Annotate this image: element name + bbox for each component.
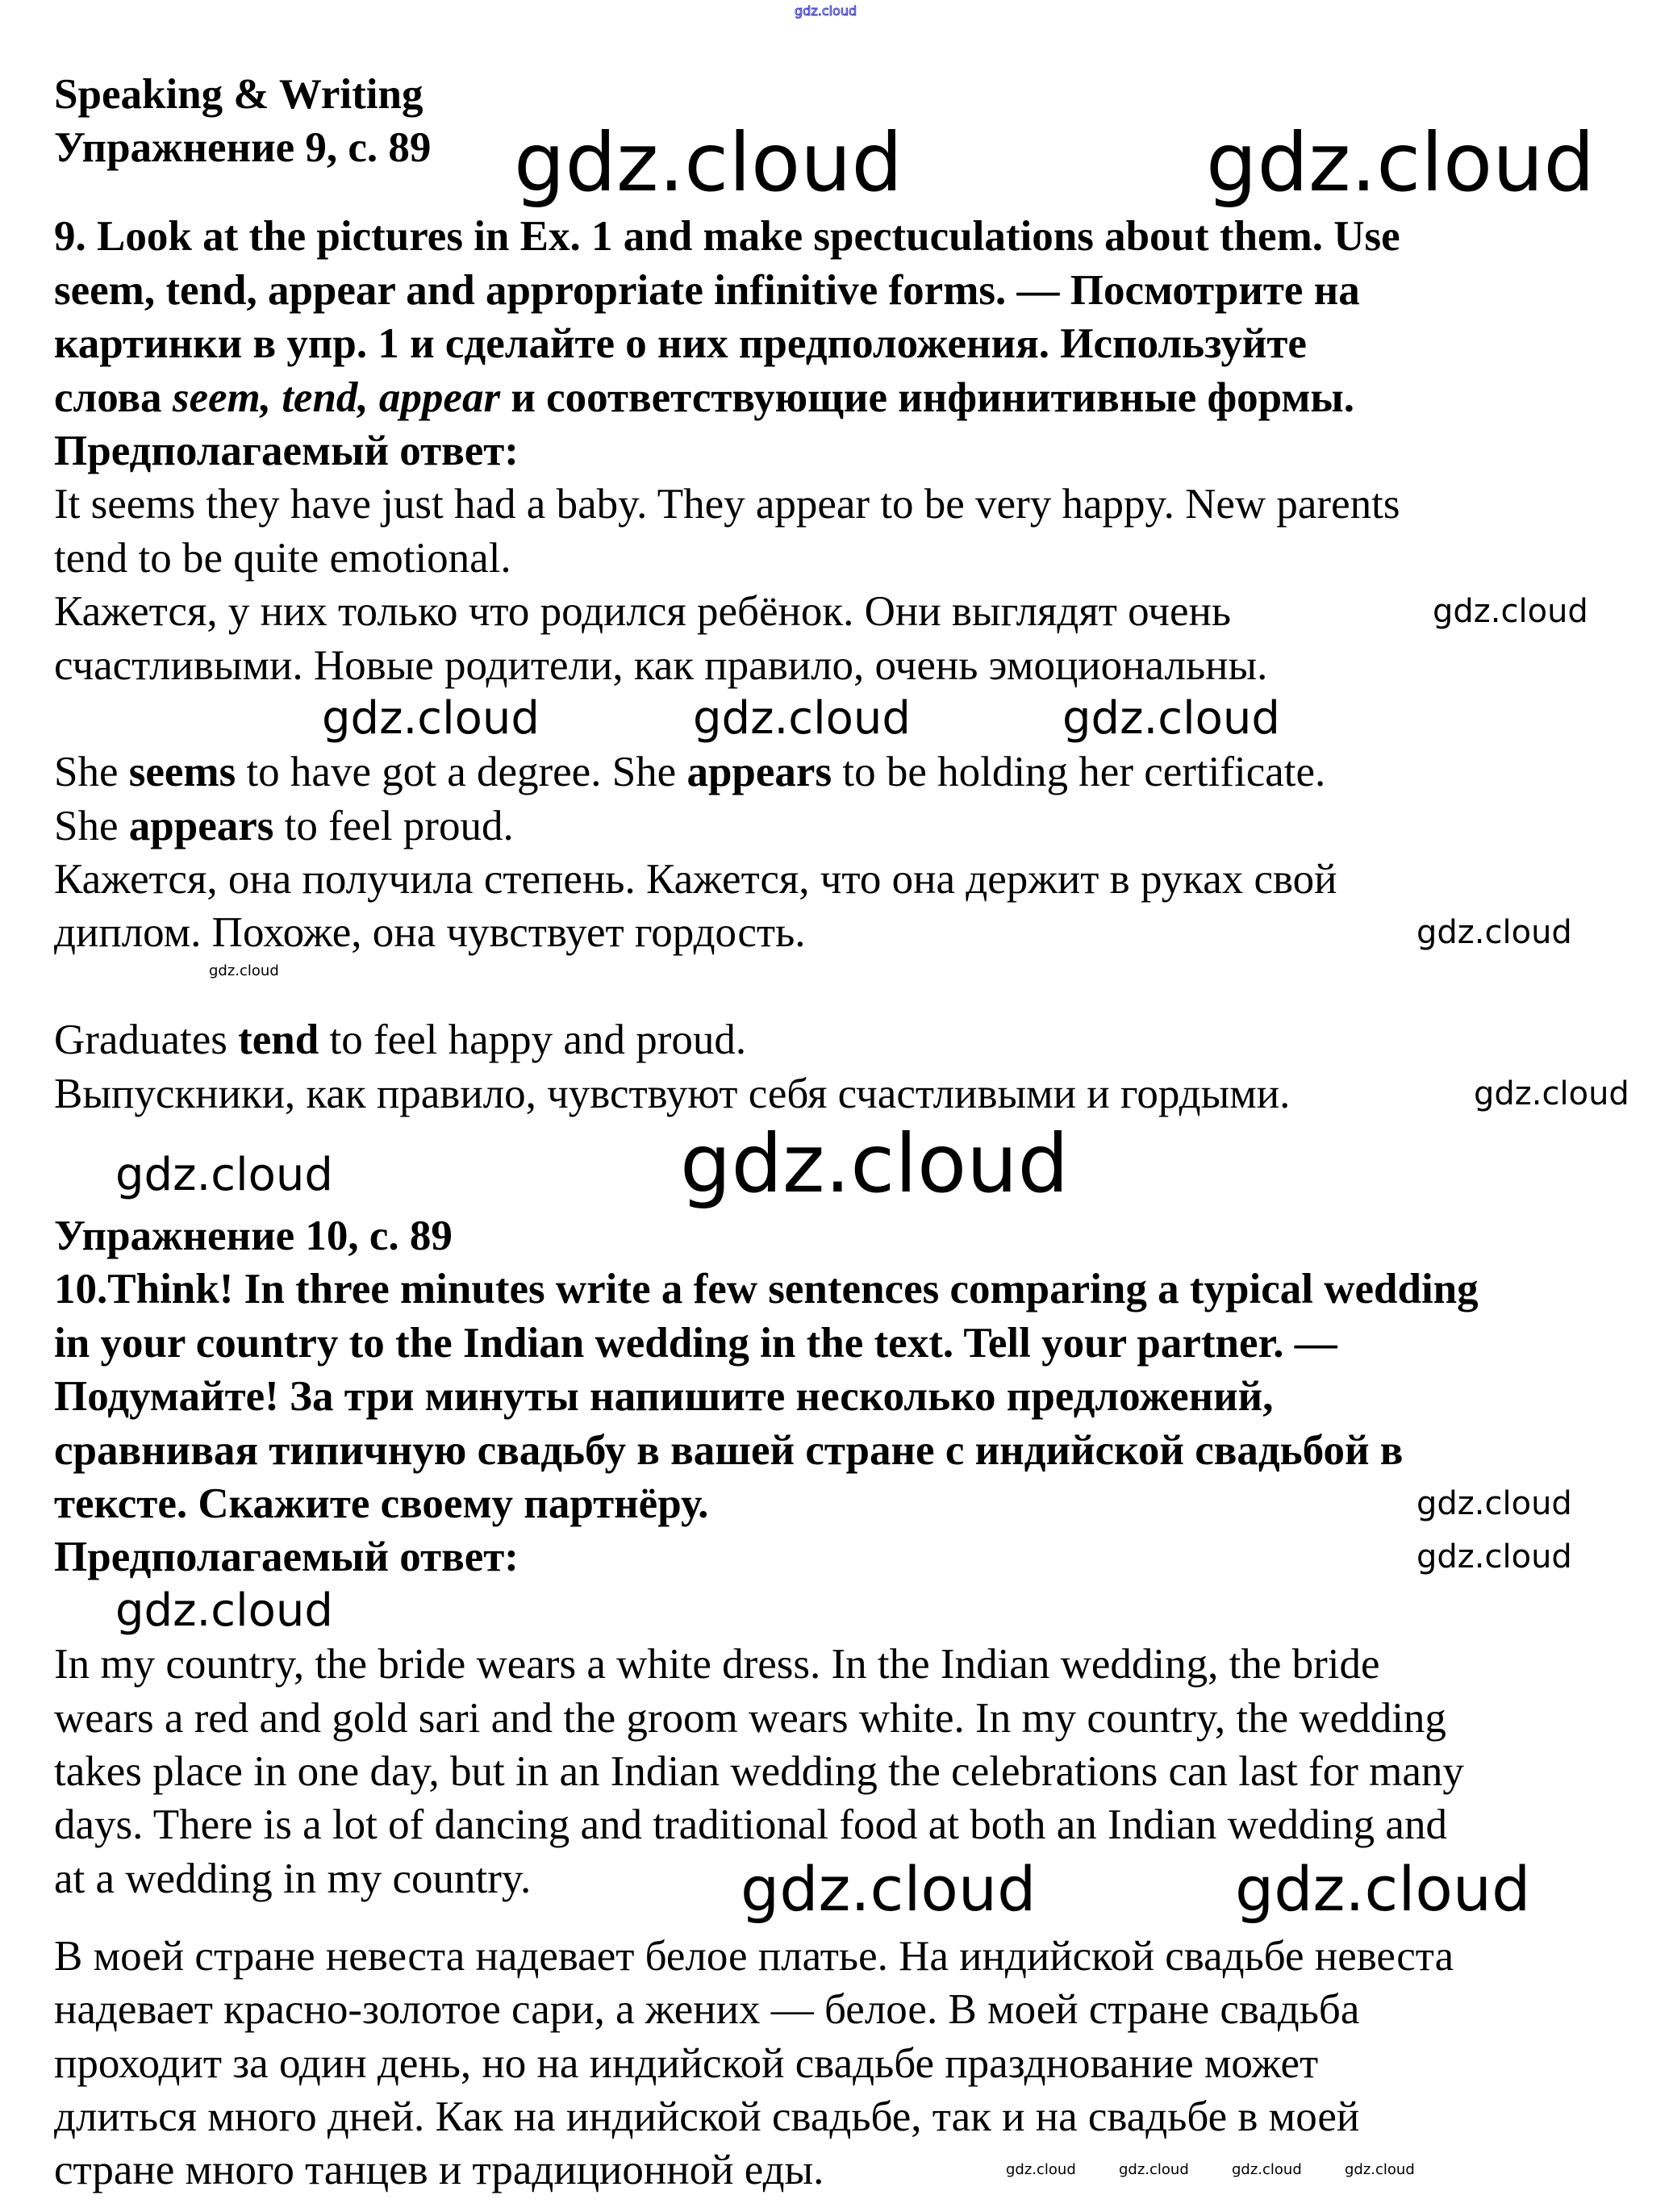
text-segment: В моей стране невеста надевает белое платье. На индийской свадьбе невеста [54,1932,1454,1980]
text-segment: seem, tend, appear and appropriate infinitive forms. — Посмотрите на [54,266,1360,314]
text-segment: стране много танцев и традиционной еды. [54,2147,824,2194]
watermark-large: gdz.cloud [1235,1852,1531,1925]
text-segment: Подумайте! За три минуты напишите несколько предложений, [54,1373,1274,1421]
watermark-large: gdz.cloud [514,115,903,211]
watermark: gdz.cloud [115,1584,333,1637]
text-segment: сравнивая типичную свадьбу в вашей стране с индийской свадьбой в [54,1426,1404,1474]
text-line [54,1530,1659,1584]
watermark-large: gdz.cloud [1206,115,1596,211]
text-line [54,2090,1659,2143]
text-segment: Выпускники, как правило, чувствуют себя счастливыми и гордыми. [54,1070,1291,1117]
bold-text: seems [128,749,236,796]
text-segment: days. There is a lot of dancing and traditional food at both an Indian wedding and [54,1801,1447,1849]
watermark: gdz.cloud [1416,914,1572,952]
bold-text: tend [238,1016,319,1064]
text-segment: tend to be quite emotional. [54,534,511,582]
text-segment: In my country, the bride wears a white dress. In the Indian wedding, the bride [54,1641,1380,1688]
text-line [54,1584,1659,1638]
italic-text: seem, tend, appear [172,374,501,421]
text-segment: to have got a degree. She [236,749,687,796]
text-line [54,906,1659,959]
watermark-small: gdz.cloud [1232,2161,1302,2179]
watermark-small: gdz.cloud [209,962,279,979]
watermark: gdz.cloud [1062,691,1280,745]
text-line [54,1013,1659,1066]
watermark-small: gdz.cloud [1119,2161,1189,2179]
text-line [54,371,1659,424]
text-segment: at a wedding in my country. [54,1855,532,1902]
text-line [54,1852,1659,1930]
text-line [54,639,1659,692]
text-segment: картинки в упр. 1 и сделайте о них предположения. Используйте [54,320,1307,368]
watermark: gdz.cloud [1416,1538,1572,1576]
text-line [54,317,1659,370]
text-line [54,1930,1659,1983]
text-line [54,692,1659,745]
text-line [54,264,1659,317]
text-segment: длиться много дней. Как на индийской свадьбе, так и на свадьбе в моей [54,2093,1360,2140]
text-segment: и соответствующие инфинитивные формы. [500,374,1355,421]
text-line [54,1370,1659,1423]
text-segment: проходит за один день, но на индийской свадьбе празднование может [54,2039,1319,2087]
watermark: gdz.cloud [1433,593,1588,631]
document-body [54,68,1659,2197]
text-segment: Упражнение 9, с. 89 [54,124,432,172]
text-segment: She [54,749,129,796]
text-segment: диплом. Похоже, она чувствует гордость. [54,909,806,957]
text-segment: Graduates [54,1016,239,1064]
text-line [54,210,1659,263]
text-segment: to feel proud. [273,802,514,849]
text-segment: Speaking & Writing [54,71,423,118]
text-line [54,2037,1659,2090]
text-line [54,1983,1659,2036]
bold-text: appears [128,802,274,849]
text-segment: Предполагаемый ответ: [54,1534,519,1581]
watermark-large: gdz.cloud [741,1852,1037,1925]
text-segment: takes place in one day, but in an Indian wedding the celebrations can last for many [54,1747,1464,1795]
watermark-large: gdz.cloud [680,1116,1070,1212]
text-line [54,799,1659,853]
text-segment: 10.Think! In three minutes write a few sentences comparing a typical wedding [54,1266,1479,1313]
text-line [54,745,1659,799]
watermark: gdz.cloud [115,1149,333,1202]
text-line [54,478,1659,531]
watermark-small: gdz.cloud [1006,2161,1076,2179]
text-line [54,1116,1659,1212]
text-line [54,853,1659,906]
text-segment: Упражнение 10, с. 89 [54,1212,453,1260]
text-segment: Кажется, у них только что родился ребёнок. Они выглядят очень [54,588,1232,636]
text-segment: Предполагаемый ответ: [54,427,519,474]
watermark: gdz.cloud [1416,1484,1572,1522]
text-line [54,1424,1659,1477]
text-segment: to be holding her certificate. [832,749,1326,796]
text-line [54,1745,1659,1798]
text-segment: Кажется, она получила степень. Кажется, что она держит в руках свой [54,856,1337,904]
text-line [54,1263,1659,1316]
text-segment: тексте. Скажите своему партнёру. [54,1480,709,1527]
watermark: gdz.cloud [1474,1075,1629,1112]
watermark: gdz.cloud [693,691,911,745]
text-segment: надевает красно-золотое сари, а жених — белое. В моей стране свадьба [54,1986,1360,2034]
text-line [54,424,1659,478]
watermark: gdz.cloud [322,691,540,745]
text-line [54,960,1659,1013]
text-line [54,1317,1659,1370]
text-line [54,1798,1659,1851]
text-segment: 9. Look at the pictures in Ex. 1 and make spectuculations about them. Use [54,213,1400,261]
watermark-small: gdz.cloud [1345,2161,1415,2179]
text-line [54,1638,1659,1691]
text-line [54,532,1659,585]
text-segment: wears a red and gold sari and the groom wears white. In my country, the wedding [54,1694,1446,1742]
text-line [54,585,1659,638]
text-segment: in your country to the Indian wedding in the text. Tell your partner. — [54,1319,1337,1367]
text-line [54,68,1659,121]
text-line [54,1209,1659,1263]
text-line [54,115,1659,211]
bold-text: appears [686,749,832,796]
text-segment: слова [54,374,173,421]
text-line [54,2143,1659,2197]
text-segment: to feel happy and proud. [319,1016,747,1064]
text-segment: It seems they have just had a baby. They appear to be very happy. New parents [54,481,1400,528]
text-line [54,1692,1659,1745]
text-segment: She [54,802,129,849]
text-segment: счастливыми. Новые родители, как правило, очень эмоциональны. [54,641,1268,689]
text-line [54,1067,1659,1121]
text-line [54,1477,1659,1530]
watermark-top: gdz.cloud [795,3,857,19]
